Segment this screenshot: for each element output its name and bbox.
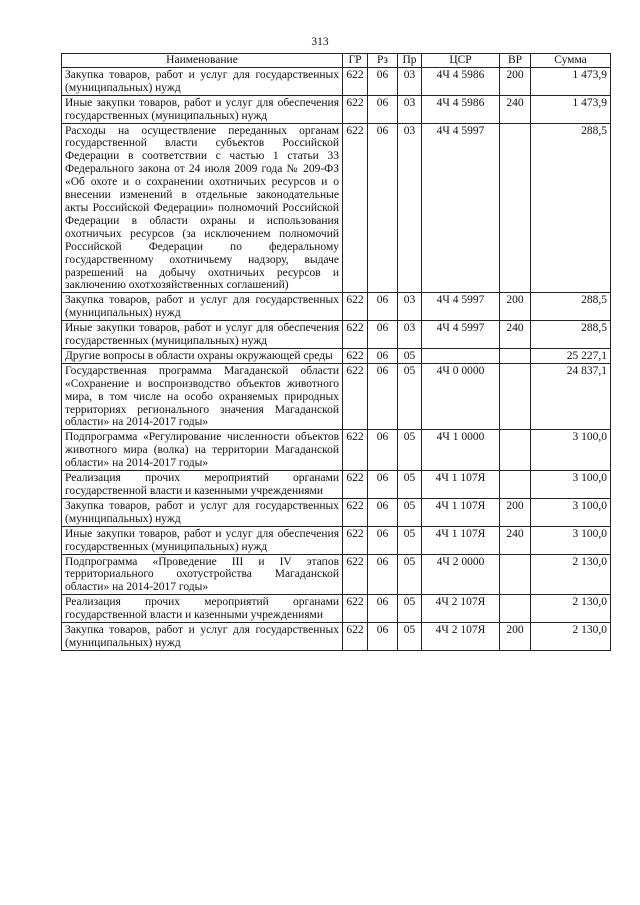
cell-pr: 03 bbox=[398, 67, 422, 95]
cell-rz: 06 bbox=[368, 95, 398, 123]
cell-sum: 2 130,0 bbox=[531, 554, 611, 595]
cell-csr: 4Ч 0 0000 bbox=[422, 363, 500, 430]
cell-name: Другие вопросы в области охраны окружающей среды bbox=[62, 348, 343, 363]
cell-name: Иные закупки товаров, работ и услуг для обеспечения государственных (муниципальных) нужд bbox=[62, 95, 343, 123]
cell-rz: 06 bbox=[368, 554, 398, 595]
cell-name: Расходы на осуществление переданных органам государственной власти субъектов Российской Федерации в соответствии с частью 1 статьи 33 Федерального закона от 24 июля 2009 года № 209-ФЗ «Об охоте и о сохранении охотничьих ресурсов и о внесении изменений в отдельные законодательные акты Российской Федерации» полномочий Российской Федерации в области охраны и использования охотничьих ресурсов (за исключением полномочий Российской Федерации по федеральному государственному охотничьему надзору, выдаче разрешений на добычу охотничьих ресурсов и заключению охотхозяйственных соглашений) bbox=[62, 123, 343, 293]
cell-csr: 4Ч 2 107Я bbox=[422, 623, 500, 651]
table-row bbox=[62, 623, 611, 651]
cell-pr: 05 bbox=[398, 623, 422, 651]
table-row bbox=[62, 67, 611, 95]
cell-rz: 06 bbox=[368, 498, 398, 526]
table-row bbox=[62, 363, 611, 430]
cell-rz: 06 bbox=[368, 471, 398, 499]
cell-csr: 4Ч 2 107Я bbox=[422, 595, 500, 623]
cell-csr: 4Ч 4 5986 bbox=[422, 67, 500, 95]
cell-vr: 200 bbox=[500, 623, 531, 651]
cell-sum: 3 100,0 bbox=[531, 498, 611, 526]
cell-name: Закупка товаров, работ и услуг для государственных (муниципальных) нужд bbox=[62, 498, 343, 526]
cell-sum: 25 227,1 bbox=[531, 348, 611, 363]
cell-gr: 622 bbox=[343, 363, 368, 430]
cell-vr bbox=[500, 363, 531, 430]
table-row bbox=[62, 95, 611, 123]
cell-gr: 622 bbox=[343, 623, 368, 651]
cell-sum: 3 100,0 bbox=[531, 471, 611, 499]
cell-gr: 622 bbox=[343, 293, 368, 321]
cell-pr: 05 bbox=[398, 471, 422, 499]
cell-pr: 05 bbox=[398, 363, 422, 430]
cell-csr: 4Ч 2 0000 bbox=[422, 554, 500, 595]
cell-gr: 622 bbox=[343, 348, 368, 363]
cell-rz: 06 bbox=[368, 623, 398, 651]
cell-csr: 4Ч 4 5997 bbox=[422, 293, 500, 321]
column-header-gr: ГР bbox=[343, 54, 368, 68]
table-row bbox=[62, 498, 611, 526]
cell-vr: 240 bbox=[500, 95, 531, 123]
cell-gr: 622 bbox=[343, 471, 368, 499]
cell-csr: 4Ч 4 5997 bbox=[422, 123, 500, 293]
table-row bbox=[62, 123, 611, 293]
cell-vr bbox=[500, 554, 531, 595]
cell-sum: 288,5 bbox=[531, 123, 611, 293]
column-header-sum: Сумма bbox=[531, 54, 611, 68]
cell-name: Закупка товаров, работ и услуг для государственных (муниципальных) нужд bbox=[62, 67, 343, 95]
cell-sum: 1 473,9 bbox=[531, 67, 611, 95]
cell-name: Подпрограмма «Проведение III и IV этапов территориального охотустройства Магаданской области» на 2014-2017 годы» bbox=[62, 554, 343, 595]
cell-sum: 2 130,0 bbox=[531, 595, 611, 623]
cell-sum: 288,5 bbox=[531, 293, 611, 321]
cell-rz: 06 bbox=[368, 430, 398, 471]
column-header-pr: Пр bbox=[398, 54, 422, 68]
cell-name: Подпрограмма «Регулирование численности объектов животного мира (волка) на территории Магаданской области» на 2014-2017 годы» bbox=[62, 430, 343, 471]
cell-rz: 06 bbox=[368, 348, 398, 363]
cell-rz: 06 bbox=[368, 595, 398, 623]
cell-csr: 4Ч 1 107Я bbox=[422, 471, 500, 499]
cell-rz: 06 bbox=[368, 293, 398, 321]
cell-rz: 06 bbox=[368, 526, 398, 554]
table-row bbox=[62, 321, 611, 349]
column-header-csr: ЦСР bbox=[422, 54, 500, 68]
table-row bbox=[62, 595, 611, 623]
cell-vr: 240 bbox=[500, 526, 531, 554]
cell-sum: 24 837,1 bbox=[531, 363, 611, 430]
cell-csr: 4Ч 4 5986 bbox=[422, 95, 500, 123]
cell-vr bbox=[500, 430, 531, 471]
cell-pr: 05 bbox=[398, 430, 422, 471]
table-row bbox=[62, 554, 611, 595]
cell-vr bbox=[500, 348, 531, 363]
cell-gr: 622 bbox=[343, 321, 368, 349]
budget-table bbox=[61, 53, 611, 651]
cell-sum: 2 130,0 bbox=[531, 623, 611, 651]
cell-rz: 06 bbox=[368, 123, 398, 293]
cell-csr: 4Ч 1 107Я bbox=[422, 498, 500, 526]
cell-pr: 05 bbox=[398, 554, 422, 595]
cell-gr: 622 bbox=[343, 554, 368, 595]
cell-vr bbox=[500, 123, 531, 293]
cell-name: Закупка товаров, работ и услуг для государственных (муниципальных) нужд bbox=[62, 623, 343, 651]
cell-csr: 4Ч 1 107Я bbox=[422, 526, 500, 554]
cell-pr: 05 bbox=[398, 526, 422, 554]
cell-pr: 05 bbox=[398, 348, 422, 363]
cell-gr: 622 bbox=[343, 498, 368, 526]
cell-vr bbox=[500, 471, 531, 499]
column-header-name: Наименование bbox=[62, 54, 343, 68]
cell-gr: 622 bbox=[343, 95, 368, 123]
cell-pr: 03 bbox=[398, 293, 422, 321]
table-row bbox=[62, 348, 611, 363]
cell-rz: 06 bbox=[368, 321, 398, 349]
cell-name: Государственная программа Магаданской области «Сохранение и воспроизводство объектов животного мира, в том числе на особо охраняемых природных территориях регионального значения Магаданской области» на 2014-2017 годы» bbox=[62, 363, 343, 430]
cell-vr: 200 bbox=[500, 293, 531, 321]
table-row bbox=[62, 293, 611, 321]
cell-vr: 200 bbox=[500, 67, 531, 95]
cell-name: Реализация прочих мероприятий органами государственной власти и казенными учреждениями bbox=[62, 595, 343, 623]
cell-gr: 622 bbox=[343, 595, 368, 623]
column-header-vr: ВР bbox=[500, 54, 531, 68]
cell-pr: 05 bbox=[398, 595, 422, 623]
cell-sum: 3 100,0 bbox=[531, 430, 611, 471]
cell-gr: 622 bbox=[343, 526, 368, 554]
table-row bbox=[62, 526, 611, 554]
cell-rz: 06 bbox=[368, 67, 398, 95]
cell-csr bbox=[422, 348, 500, 363]
table-row bbox=[62, 471, 611, 499]
cell-name: Иные закупки товаров, работ и услуг для обеспечения государственных (муниципальных) нужд bbox=[62, 321, 343, 349]
cell-sum: 288,5 bbox=[531, 321, 611, 349]
cell-vr: 240 bbox=[500, 321, 531, 349]
cell-gr: 622 bbox=[343, 123, 368, 293]
cell-pr: 03 bbox=[398, 95, 422, 123]
cell-sum: 1 473,9 bbox=[531, 95, 611, 123]
table-header-row bbox=[62, 54, 611, 68]
cell-gr: 622 bbox=[343, 67, 368, 95]
cell-sum: 3 100,0 bbox=[531, 526, 611, 554]
cell-rz: 06 bbox=[368, 363, 398, 430]
table-row bbox=[62, 430, 611, 471]
page-number: 313 bbox=[311, 36, 329, 48]
cell-vr bbox=[500, 595, 531, 623]
cell-csr: 4Ч 1 0000 bbox=[422, 430, 500, 471]
cell-pr: 03 bbox=[398, 123, 422, 293]
cell-pr: 03 bbox=[398, 321, 422, 349]
cell-name: Закупка товаров, работ и услуг для государственных (муниципальных) нужд bbox=[62, 293, 343, 321]
cell-pr: 05 bbox=[398, 498, 422, 526]
cell-vr: 200 bbox=[500, 498, 531, 526]
cell-csr: 4Ч 4 5997 bbox=[422, 321, 500, 349]
cell-gr: 622 bbox=[343, 430, 368, 471]
cell-name: Иные закупки товаров, работ и услуг для обеспечения государственных (муниципальных) нужд bbox=[62, 526, 343, 554]
cell-name: Реализация прочих мероприятий органами государственной власти и казенными учреждениями bbox=[62, 471, 343, 499]
column-header-rz: Рз bbox=[368, 54, 398, 68]
